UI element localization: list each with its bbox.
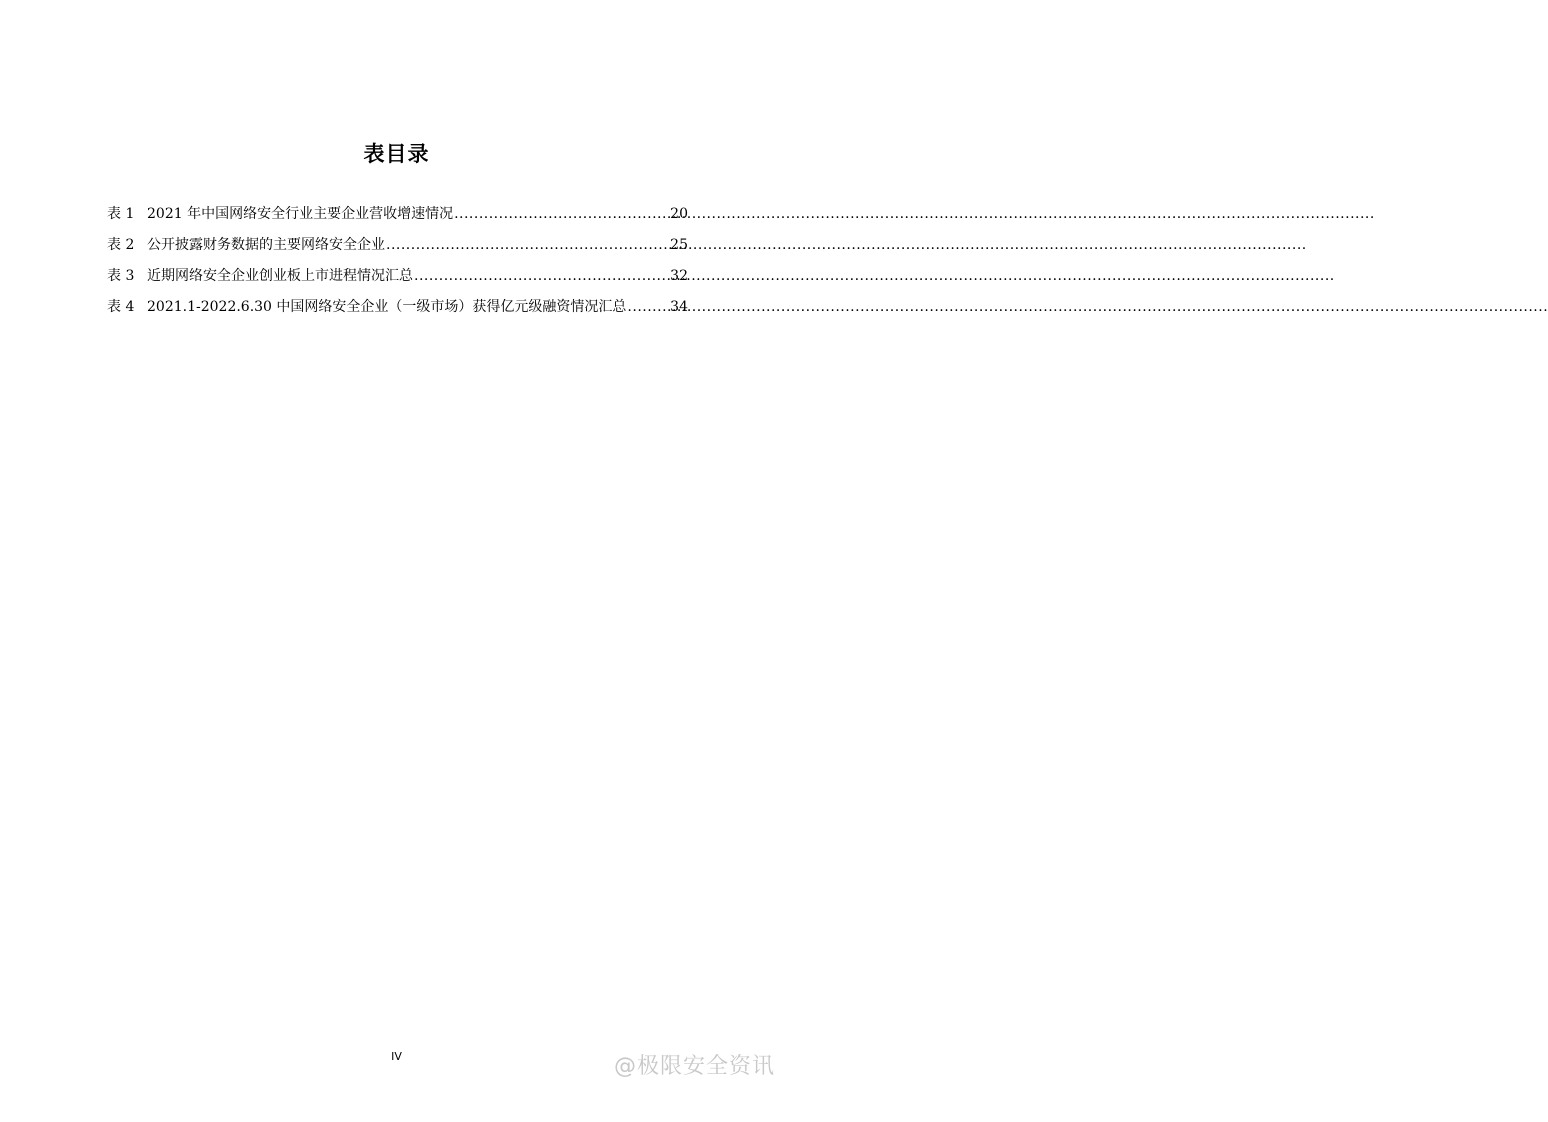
toc-entry-label: 表 2 bbox=[107, 237, 135, 253]
toc-dot-leader bbox=[627, 295, 669, 319]
toc-dot-leader bbox=[386, 233, 669, 257]
toc-entry-page: 25 bbox=[670, 237, 688, 253]
toc-dot-leader bbox=[414, 264, 669, 288]
toc-entry-text: 近期网络安全企业创业板上市进程情况汇总 bbox=[147, 268, 413, 284]
page-number: IV bbox=[391, 1050, 402, 1063]
toc-entry-label: 表 1 bbox=[107, 206, 135, 222]
toc-entry-text: 2021.1-2022.6.30 中国网络安全企业（一级市场）获得亿元级融资情况汇总 bbox=[147, 299, 627, 315]
toc-entry-4[interactable] bbox=[107, 295, 688, 326]
toc-entry-text: 2021 年中国网络安全行业主要企业营收增速情况 bbox=[147, 206, 454, 222]
watermark: @极限安全资讯 bbox=[613, 1054, 775, 1079]
toc-entry-page: 20 bbox=[670, 206, 688, 222]
page-title: 表目录 bbox=[363, 142, 430, 166]
toc-entry-label: 表 4 bbox=[107, 299, 135, 315]
table-of-contents bbox=[107, 202, 688, 326]
toc-entry-page: 34 bbox=[670, 299, 688, 315]
toc-entry-1[interactable] bbox=[107, 202, 688, 233]
toc-entry-label: 表 3 bbox=[107, 268, 135, 284]
toc-entry-3[interactable] bbox=[107, 264, 688, 295]
toc-dot-leader bbox=[454, 202, 669, 226]
toc-entry-2[interactable] bbox=[107, 233, 688, 264]
toc-entry-text: 公开披露财务数据的主要网络安全企业 bbox=[147, 237, 385, 253]
toc-entry-page: 32 bbox=[670, 268, 688, 284]
